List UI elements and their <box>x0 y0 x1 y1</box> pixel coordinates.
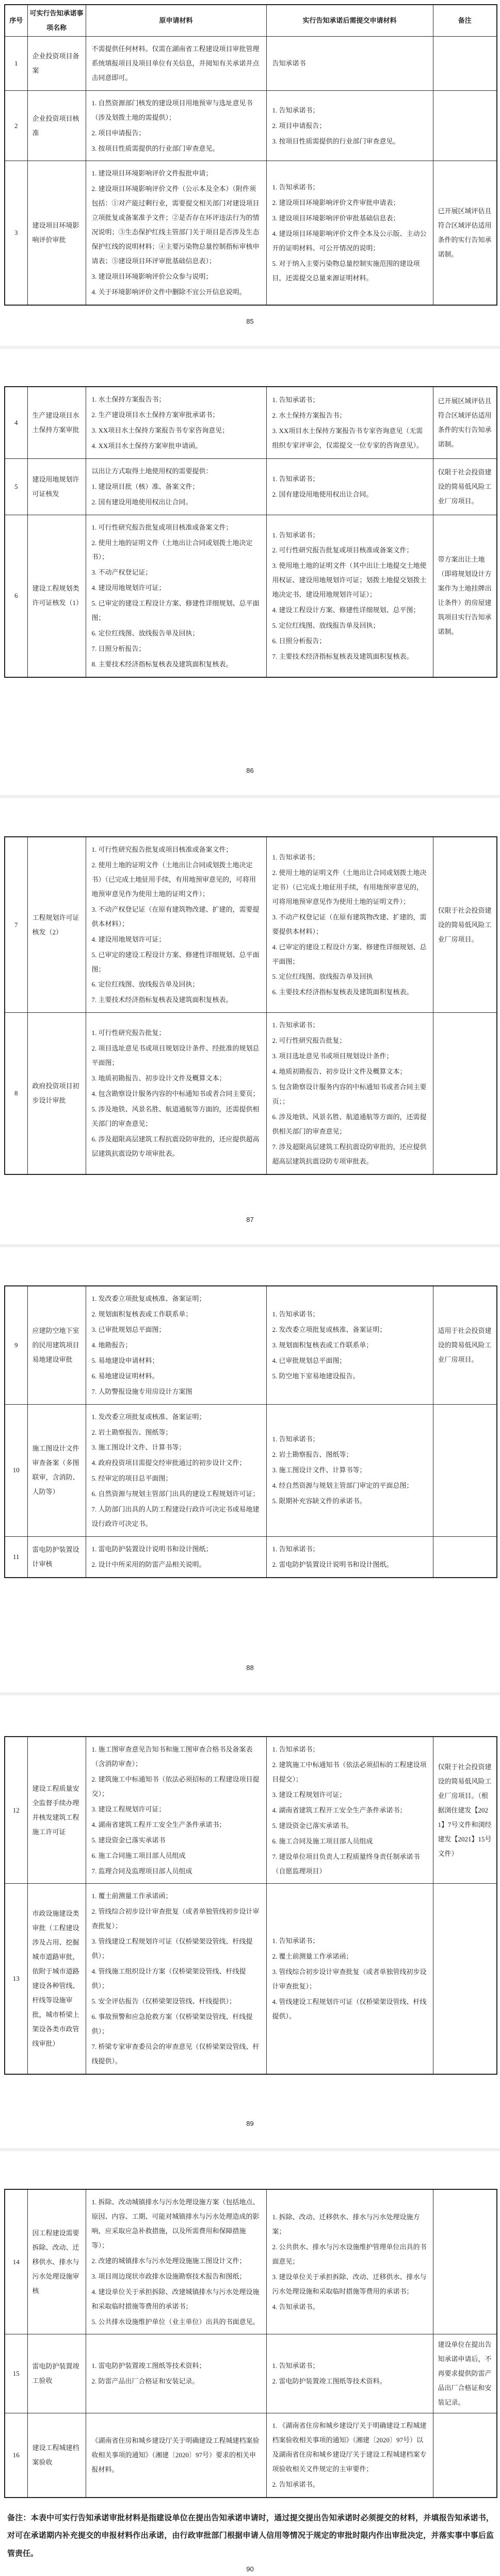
material-line: 4. 包含勘察设计服务内容的中标通知书或者合同主要页； <box>91 1090 260 1098</box>
table-footer-note: 备注：本表中可实行告知承诺审批材料是指建设单位在提出告知承诺申请时，通过提交提出告知承诺时必须提交的材料，并填报告知承诺书，对可在承诺期内补充提交的申报材料作出承诺，由行政审批部门根据申请人信用等情况于规定的审批时限内作出审批决定，并落实事中事后监管责任。 <box>7 2514 494 2558</box>
material-line: 2. 管线综合初步设计审查批复（或者单独管线初步设计审查批复）； <box>91 1907 260 1930</box>
remark-cell <box>433 2189 497 2334</box>
material-line: 3. 规划面积复核表或工作联系单； <box>272 1341 373 1349</box>
material-line: 4. 已审批规划总平面图； <box>272 1356 346 1364</box>
document-page <box>0 386 500 795</box>
row-number-cell: 11 <box>5 1537 27 1578</box>
after-commitment-materials-cell <box>266 90 433 161</box>
column-header: 原申请材料 <box>86 5 266 36</box>
material-line: 1. 告知承诺书； <box>272 474 319 483</box>
table-row <box>5 1884 497 2074</box>
material-line: 3. 建设单位关于承担拆除、改动、迁移供水、排水与污水处理设施和采取临时措施等费用的承诺书； <box>272 2272 427 2295</box>
table-row <box>5 2413 497 2498</box>
material-line: 2. 国有建设用地使用权出让合同。 <box>91 498 192 506</box>
remark-cell: 建设单位在提出告知承诺申请后，不再要求提供防雷产品出厂合格证和安装记录。 <box>433 2334 497 2413</box>
page-number: 87 <box>246 1216 254 1223</box>
table-row <box>5 90 497 161</box>
material-line: 5. 定位红线图、放线报告单及回执 <box>272 973 373 981</box>
remark-cell <box>433 1537 497 1578</box>
material-line: 5. 涉及地铁、风景名胜、航道通航等方面的，还需提供相关部门的审查意见； <box>91 1105 260 1127</box>
table-row <box>5 161 497 305</box>
material-line: 2. 设计中所采用的防雷产品相关说明。 <box>91 1561 206 1568</box>
material-line: 2. 建筑施工中标通知书（依法必须招标的工程建设项目提交）； <box>91 1775 260 1798</box>
material-line: 5. 易地建设申请材料； <box>91 1356 159 1364</box>
material-line: 1. 告知承诺书； <box>272 1545 319 1553</box>
material-line: 7. 监理合同及监理项目部人员组成 <box>91 1867 192 1875</box>
material-line: 2. 防雷产品出厂合格证和安装记录。 <box>91 2377 199 2386</box>
material-line: 2. 改建的城镇排水与污水处理设施施工图设计文件； <box>91 2256 246 2265</box>
material-line: 1. 施工图审查意见告知书和施工图审查合格书及备案表（含消防审查）； <box>91 1745 253 1768</box>
material-line: 5. 已审定的建设工程设计方案、修建性详细规划、总平面图； <box>91 599 260 622</box>
after-commitment-materials-cell <box>266 1286 433 1404</box>
material-line: 1. 可行性研究报告批复或项目核准或备案文件； <box>91 523 233 531</box>
material-line: 3. 不动产权登记证（在原有建筑物改建、扩建的，需要提供本材料）； <box>272 913 427 935</box>
item-name-cell: 企业投资项目备案 <box>27 36 86 90</box>
material-line: 3. 建设项目环境影响评价公众参与说明； <box>91 273 213 280</box>
material-line: 2. 建设项目环境影响评价文件（公示本及全本）（附件须包括：①对产能过剩行业，需要提交相关部门对建设项目立项批复或备案准予文件；②是否存在环评违法行为的情况说明；③生态保护红线主管部门关于项目是否涉及生态保护红线的说明材料；④主要污染物总量控制指标审核申请表；⑤建设项目环评审批基础信息表）； <box>91 185 260 265</box>
material-line: 3. 建设工程规划许可证； <box>91 1805 166 1813</box>
material-line: 4. 湖南省建筑工程开工安全生产条件承诺书； <box>272 1806 407 1814</box>
material-line: 4. 建设单位关于承担拆除、改建城镇排水与污水处理设施和采取临时措施等费用的承诺书； <box>91 2287 260 2310</box>
remark-cell: 仅限于社会投资建设的简易低风险工业厂房项目。 <box>433 837 497 1013</box>
column-header: 实行告知承诺后需提交申请材料 <box>266 5 433 36</box>
material-line: 6. 日照分析报告； <box>272 637 326 645</box>
original-materials-cell <box>86 1404 266 1537</box>
material-line: 1. 告知承诺书； <box>272 396 319 404</box>
material-line: 5. 定位红线图、放线报告单及回执； <box>272 622 380 630</box>
material-line: 3. 已审批规划总平面图； <box>91 1325 166 1333</box>
row-number-cell: 15 <box>5 2334 27 2413</box>
approval-table <box>4 836 497 1175</box>
table-header-row <box>5 5 497 36</box>
material-line: 7. 桥梁专家审查委员会的审查意见（仅桥梁架设管线、杆线提供）。 <box>91 2042 260 2065</box>
material-line: 2. 项目选址意见书或项目规划设计条件、经批准的规划总平面图； <box>91 1044 260 1067</box>
original-materials-cell <box>86 1537 266 1578</box>
table-row <box>5 1013 497 1174</box>
material-line: 4. 告知承诺书。 <box>272 2302 319 2311</box>
original-materials-cell <box>86 2334 266 2413</box>
page-number: 86 <box>246 767 254 774</box>
after-commitment-materials-cell <box>266 161 433 305</box>
row-number-cell: 16 <box>5 2413 27 2498</box>
row-number-cell: 12 <box>5 1737 27 1884</box>
material-line: 6. 涉及超限高层建筑工程抗震设防审批的，还应提供超高层建筑抗震设防专项审批表。 <box>91 1135 260 1157</box>
item-name-cell: 建设用地规划许可证核发 <box>27 458 86 515</box>
material-line: 4. 地勘报告； <box>91 1341 132 1349</box>
material-line: 3. 地质初勘报告、初步设计文件及概算文本； <box>91 1074 226 1083</box>
material-line: 6. 定位红线图、放线报告单及回执； <box>91 980 199 989</box>
material-line: 4. 管线建设工程规划许可证（仅桥梁架设管线、杆线提供）。 <box>272 1998 427 2020</box>
after-commitment-materials-cell <box>266 1737 433 1884</box>
material-line: 1. 雷电防护装置设计说明书和设计图纸； <box>91 1545 213 1553</box>
approval-table <box>4 4 497 306</box>
material-line: 3. 项目选址意见书或项目规划设计条件； <box>272 1052 393 1060</box>
row-number-cell: 1 <box>5 36 27 90</box>
material-line: 7. 人防警报设施专用房设计方案图 <box>91 1387 192 1395</box>
page-separator <box>0 346 500 349</box>
material-line: 2. 雷电防护装置竣工图纸等技术资料。 <box>272 2377 386 2386</box>
after-commitment-materials-cell <box>266 2334 433 2413</box>
material-line: 以出让方式取得土地使用权的需要提供： <box>91 467 213 475</box>
material-line: 1. 《湖南省住房和城乡建设厅关于明确建设工程城建档案验收相关事项的通知》（湘建〔2020〕97号）以及湖南省住房和城乡建设厅关于建设工程城建档案专项验收相关文件规定的主审要件； <box>272 2422 427 2473</box>
row-number-cell: 9 <box>5 1286 27 1404</box>
table-row <box>5 458 497 515</box>
material-line: 7. 涉及超限高层建筑工程抗震设防审批的，还应提供超高层建筑抗震设防专项审批表。 <box>272 1142 427 1165</box>
material-line: 4. 建设用地规划许可证； <box>91 584 166 592</box>
material-line: 5. 包含勘察设计服务内容的中标通知书或者合同主要页；； <box>272 1083 427 1105</box>
item-name-cell: 建设工程质量安全监督手续办理并核发建筑工程施工许可证 <box>27 1737 86 1884</box>
material-line: 2. 覆土前测量工作承诺函； <box>272 1952 353 1961</box>
approval-table <box>4 386 497 678</box>
table-row <box>5 36 497 90</box>
material-line: 5. 建设资金已落实承诺书 <box>91 1836 166 1844</box>
table-row <box>5 2334 497 2413</box>
material-line: 3. XX项目水土保持方案报告书专家咨询意见（无需组织专家评审会，仅需提交一位专家的咨询意见）。 <box>272 426 424 449</box>
material-line: 1. 告知承诺书； <box>272 531 319 539</box>
material-line: 4. 关于环境影响评价文件中删除不宜公开信息说明。 <box>91 288 246 296</box>
remark-cell: 带方案出让土地（即将规划设计方案作为土地挂牌出让条件）的房屋建筑项目实行告知承诺制。 <box>433 515 497 677</box>
material-line: 7. 主要技术经济指标复核表及建筑面积复核表。 <box>91 996 233 1004</box>
material-line: 1. 发改委立项批复或核准、备案证明； <box>91 1295 206 1302</box>
material-line: 5. 限期补充容缺文件的承诺书。 <box>272 1497 366 1505</box>
remark-cell: 已开展区域评估且符合区域评估适用条件的实行告知承诺制。 <box>433 161 497 305</box>
original-materials-cell <box>86 458 266 515</box>
material-line: 7. 主要技术经济指标复核表及建筑面积复核表。 <box>272 653 413 661</box>
material-line: 2. 国有建设用地使用权出让合同。 <box>272 490 373 498</box>
table-row <box>5 515 497 677</box>
original-materials-cell <box>86 2189 266 2334</box>
material-line: 2. 生产建设项目水土保持方案审批承诺书； <box>91 410 219 419</box>
material-line: 1. 告知承诺书； <box>272 1310 319 1318</box>
item-name-cell: 生产建设项目水土保持方案审批 <box>27 387 86 458</box>
material-line: 4. 建设用地规划许可证； <box>91 935 166 943</box>
page-number: 88 <box>246 1664 254 1672</box>
table-row <box>5 1286 497 1404</box>
material-line: 6. 主要技术经济指标复核表及建筑面积复核表。 <box>272 988 413 996</box>
material-line: 2. 雷电防护装置设计说明书和设计图纸。 <box>272 1561 393 1568</box>
material-line: 6. 事故预警和应急抢救方案（仅桥梁架设管线、杆线提供）； <box>91 2012 253 2035</box>
row-number-cell: 6 <box>5 515 27 677</box>
document-page <box>0 2189 500 2576</box>
material-line: 3. 按项目性质需提供的行业部门审查意见。 <box>272 137 400 145</box>
row-number-cell: 3 <box>5 161 27 305</box>
material-line: 2. 可行性研究报告批复或项目核准或备案文件； <box>272 546 413 554</box>
material-line: 《湖南省住房和城乡建设厅关于明确建设工程城建档案验收相关事项的通知》（湘建〔2020〕97号）要求的相关申报材料。 <box>91 2437 260 2473</box>
page-number: 85 <box>246 317 254 325</box>
material-line: 1. 告知承诺书； <box>272 1937 319 1945</box>
item-name-cell: 雷电防护装置竣工验收 <box>27 2334 86 2413</box>
item-name-cell: 企业投资项目核准 <box>27 90 86 161</box>
table-row <box>5 837 497 1013</box>
material-line: 8. 主要技术经济指标复核表及建筑面积复核表。 <box>91 660 233 668</box>
material-line: 1. 发改委立项批复或核准、备案证明； <box>91 1412 206 1421</box>
item-name-cell: 雷电防护装置设计审核 <box>27 1537 86 1578</box>
page-separator <box>0 795 500 798</box>
remark-cell: 仅限于社会投资建设的简易低风险工业厂房项目。 <box>433 458 497 515</box>
material-line: 2. 岩土勘察报告、图纸等； <box>91 1428 172 1436</box>
table-row <box>5 387 497 458</box>
remark-cell: 仅限于社会投资建设的简易低风险工业厂房项目。（根据浏住建发【2021】7号文件和浏经建发【2021】15号文件） <box>433 1737 497 1884</box>
material-line: 4. 政府投资项目需提交经审批通过的初步设计文件； <box>91 1459 246 1467</box>
remark-cell <box>433 36 497 90</box>
material-line: 1. 可行性研究报告批复； <box>91 1029 166 1037</box>
table-row <box>5 1737 497 1884</box>
material-line: 3. 建设工程规划许可证； <box>272 1790 346 1799</box>
item-name-cell: 施工图设计文件审查备案（多图联审，含消防、人防等） <box>27 1404 86 1537</box>
column-header: 序号 <box>5 5 27 36</box>
approval-table <box>4 1736 497 2075</box>
material-line: 2. 建设项目环境影响评价文件审批申请表； <box>272 199 400 207</box>
item-name-cell: 建设工程城建档案验收 <box>27 2413 86 2498</box>
material-line: 2. 规划面积复核表或工作联系单； <box>91 1310 192 1318</box>
material-line: 6. 施工合同施工项目部人员组成 <box>91 1851 186 1859</box>
original-materials-cell <box>86 837 266 1013</box>
item-name-cell: 因工程建设需要拆除、改动、迁移供水、排水与污水处理设施审核 <box>27 2189 86 2334</box>
item-name-cell: 政府投资项目初步设计审批 <box>27 1013 86 1174</box>
row-number-cell: 4 <box>5 387 27 458</box>
material-line: 5. 已审定的建设工程设计方案、修建性详细规划、总平面图； <box>91 950 260 973</box>
after-commitment-materials-cell <box>266 1404 433 1537</box>
material-line: 1. 告知承诺书； <box>272 106 319 114</box>
material-line: 3. 使用地土地的证明文件（其中出让土地提交土地使用权证、建设用地规划许可证；划拨土地提交划拨土地决定书、建设用地规划许可证）； <box>272 562 427 599</box>
material-line: 6. 涉及地铁、风景名胜、航道通航等方面的，还需提供相关部门的审查意见； <box>272 1112 427 1135</box>
after-commitment-materials-cell <box>266 837 433 1013</box>
page-separator <box>0 2148 500 2151</box>
remark-cell <box>433 1404 497 1537</box>
item-name-cell: 建设项目环境影响评价审批 <box>27 161 86 305</box>
after-commitment-materials-cell <box>266 1537 433 1578</box>
material-line: 7. 日照分析报告； <box>91 645 146 653</box>
original-materials-cell <box>86 36 266 90</box>
material-line: 3. 不动产权登记证； <box>91 568 152 577</box>
approval-table <box>4 2189 497 2498</box>
after-commitment-materials-cell <box>266 2413 433 2498</box>
material-line: 2. 使用土地的证明文件（土地出让合同或划拨土地决定书）； <box>91 538 253 561</box>
after-commitment-materials-cell <box>266 458 433 515</box>
remark-cell <box>433 1884 497 2074</box>
material-line: 2. 使用土地的证明文件（土地出让合同或划拨土地决定书）（已完成土地征用手续，有用地预审意见的，可将用地预审意见作为使用土地的证明文件）； <box>272 868 427 905</box>
column-header: 备注 <box>433 5 497 36</box>
material-line: 2. 建筑施工中标通知书（依法必须招标的工程建设项目提交）； <box>272 1760 427 1783</box>
page-number: 90 <box>246 2565 254 2573</box>
material-line: 4. 建设工程设计方案、修建性详细规划、总平图； <box>272 606 420 614</box>
material-line: 4. 湖南省建筑工程开工安全生产条件承诺书； <box>91 1820 226 1828</box>
table-row <box>5 1404 497 1537</box>
material-line: 6. 施工合同及施工项目部人员组成 <box>272 1837 373 1845</box>
material-line: 5. 公共排水设施维护单位（业主单位）出具的书面意见。 <box>91 2317 260 2326</box>
material-line: 3. XX项目水土保持方案报告书专家咨询意见； <box>91 426 229 434</box>
material-line: 4. 管线施工组织设计方案（仅桥梁架设管线、杆线提供）； <box>91 1967 246 1990</box>
material-line: 2. 可行性研究报告批复； <box>272 1037 346 1045</box>
material-line: 4. 地质初勘报告、初步设计文件及概算文本； <box>272 1068 407 1076</box>
row-number-cell: 13 <box>5 1884 27 2074</box>
item-name-cell: 工程规划许可证核发（2） <box>27 837 86 1013</box>
material-line: 3. 建设项目环境影响评价审批基础信息表； <box>272 214 400 222</box>
remark-cell: 已开展区域评估且符合区域评估适用条件的实行告知承诺制。 <box>433 387 497 458</box>
material-line: 5. 对于纳入主要污染物总量控制实施范围的建设项目，还需提交总量来源证明材料。 <box>272 260 420 282</box>
material-line: 1. 雷电防护装置竣工图纸等技术资料； <box>91 2362 206 2370</box>
material-line: 4. XX项目水土保持方案审批申请函。 <box>91 441 202 450</box>
material-line: 5. 防空地下室易地建设报告。 <box>272 1372 360 1380</box>
approval-table <box>4 1285 497 1578</box>
material-line: 1. 建设项目批（核）准、备案文件； <box>91 482 199 490</box>
document-page <box>0 836 500 1244</box>
material-line: 2. 项目申请报告； <box>272 121 326 130</box>
material-line: 4. 经自然资源与规划主管部门审定的平面总图； <box>272 1482 413 1490</box>
material-line: 3. 管线建设工程规划许可证（仅桥梁架设管线、杆线提供）； <box>91 1937 253 1960</box>
after-commitment-materials-cell <box>266 36 433 90</box>
row-number-cell: 8 <box>5 1013 27 1174</box>
material-line: 1. 水土保持方案报告书； <box>91 395 166 403</box>
material-line: 2. 项目申请报告； <box>91 129 146 137</box>
table-row <box>5 2189 497 2334</box>
material-line: 1. 告知承诺书； <box>272 1021 319 1029</box>
item-name-cell: 市政设施建设类审批（工程建设涉及占用、挖掘城市道路审批，依附于城市道路建设各种管线、杆线等设施审批，城市桥梁上架设各类市政管线审批） <box>27 1884 86 2074</box>
material-line: 3. 施工图设计文件、计算书等； <box>272 1466 366 1474</box>
material-line: 4. 建设项目环境影响评价文件全本及公示版、主动公开的证明材料、可公开情况的说明； <box>272 230 427 252</box>
row-number-cell: 7 <box>5 837 27 1013</box>
after-commitment-materials-cell <box>266 1884 433 2074</box>
original-materials-cell <box>86 161 266 305</box>
material-line: 1. 告知承诺书； <box>272 853 319 861</box>
row-number-cell: 2 <box>5 90 27 161</box>
material-line: 1. 告知承诺书； <box>272 1745 319 1753</box>
document-page <box>0 1285 500 1692</box>
original-materials-cell <box>86 1884 266 2074</box>
material-line: 2. 发改委立项批复或核准、备案证明； <box>272 1325 386 1333</box>
material-line: 1. 自然资源部门核发的建设项目用地预审与选址意见书（涉及划拨土地的需提供）； <box>91 99 253 121</box>
after-commitment-materials-cell <box>266 515 433 677</box>
page-number: 89 <box>246 2120 254 2127</box>
material-line: 1. 拆除、改动、迁移供水、排水与污水处理设施方案； <box>272 2213 420 2235</box>
row-number-cell: 10 <box>5 1404 27 1537</box>
material-line: 3. 按项目性质需提供的行业部门审查意见。 <box>91 144 219 152</box>
material-line: 2. 告知承诺书。 <box>272 2480 319 2488</box>
material-line: 5. 建设资金已落实承诺书。 <box>272 1821 353 1830</box>
material-line: 2. 水土保持方案报告书； <box>272 411 346 419</box>
item-name-cell: 建设工程规划类许可证核发（1） <box>27 515 86 677</box>
document <box>0 4 500 2576</box>
material-line: 3. 不动产权登记证（在原有建筑物改建、扩建的，需要提供本材料）； <box>91 905 260 928</box>
remark-cell <box>433 1013 497 1174</box>
original-materials-cell <box>86 387 266 458</box>
material-line: 7. 建设单位项目负责人工程质量终身责任制承诺书（自愿监理项目） <box>272 1852 420 1875</box>
original-materials-cell <box>86 1286 266 1404</box>
material-line: 6. 自然资源与规划主管部门出具的建设工程规划许可证； <box>91 1490 260 1498</box>
document-page <box>0 1736 500 2148</box>
material-line: 1. 可行性研究报告批复或项目核准或备案文件； <box>91 846 233 853</box>
material-line: 1. 告知承诺书； <box>272 183 319 192</box>
remark-cell <box>433 90 497 161</box>
material-line: 4. 已审定的建设工程设计方案、修建性详细规划、总平面图； <box>272 943 427 965</box>
remark-cell: 适用于社会投资建设的简易低风险工业厂房项目。 <box>433 1286 497 1404</box>
column-header: 可实行告知承诺事项名称 <box>27 5 86 36</box>
original-materials-cell <box>86 90 266 161</box>
material-line: 6. 易地建设证明材料。 <box>91 1372 159 1380</box>
material-line: 5. 安全评估报告（仅桥梁架设管线、杆线提供）； <box>91 1997 236 2005</box>
material-line: 不需提供任何材料。仅需在湖南省工程建设项目审批管理系统填报项目及项目单位有关信息，并阅知有关承诺并点击同意即可。 <box>91 44 260 82</box>
document-page <box>0 4 500 346</box>
item-name-cell: 应建防空地下室的民用建筑项目易地建设审批 <box>27 1286 86 1404</box>
after-commitment-materials-cell <box>266 387 433 458</box>
row-number-cell: 5 <box>5 458 27 515</box>
material-line: 3. 项目周边现状市政排水设施勘察技术报告和图纸； <box>91 2272 246 2280</box>
material-line: 1. 告知承诺书； <box>272 2362 319 2370</box>
material-line: 1. 告知承诺书； <box>272 1435 319 1443</box>
material-line: 1. 拆除、改动城镇排水与污水处理设施方案（包括地点、原因、内容、工期、可能对城镇排水与污水处理造成的影响，应采取应急补救措施，以及所需费用和保障措施等）； <box>91 2198 260 2249</box>
original-materials-cell <box>86 2413 266 2498</box>
original-materials-cell <box>86 1013 266 1174</box>
material-line: 2. 公共供水、排水与污水设施维护管理单位出具的书面意见； <box>272 2243 427 2265</box>
material-line: 2. 使用土地的证明文件（土地出让合同或划拨土地决定书）（已完成土地征用手续，有用地预审意见的，可将用地预审意见作为使用土地的证明文件）； <box>91 861 256 898</box>
after-commitment-materials-cell <box>266 2189 433 2334</box>
material-line: 3. 管线综合初步设计审查批复（或者单独管线初步设计审查批复）； <box>272 1968 427 1991</box>
material-line: 3. 施工图设计文件、计算书等； <box>91 1443 186 1452</box>
after-commitment-materials-cell <box>266 1013 433 1174</box>
row-number-cell: 14 <box>5 2189 27 2334</box>
material-line: 告知承诺书 <box>272 59 306 67</box>
material-line: 7. 人防部门出具的人防工程建设行政许可决定书或易地建设行政许可决定书。 <box>91 1505 260 1528</box>
original-materials-cell <box>86 1737 266 1884</box>
table-row <box>5 1537 497 1578</box>
remark-cell <box>433 2413 497 2498</box>
original-materials-cell <box>86 515 266 677</box>
material-line: 6. 定位红线图、放线报告单及回执； <box>91 629 199 638</box>
material-line: 1. 建设项目环境影响评价文件报批申请； <box>91 169 213 178</box>
page-separator <box>0 1692 500 1695</box>
material-line: 2. 岩土勘察报告、图纸等； <box>272 1451 353 1459</box>
material-line: 5. 经审定的项目总平面图； <box>91 1474 172 1483</box>
page-separator <box>0 1244 500 1247</box>
material-line: 1. 覆土前测量工作承诺函； <box>91 1892 172 1900</box>
